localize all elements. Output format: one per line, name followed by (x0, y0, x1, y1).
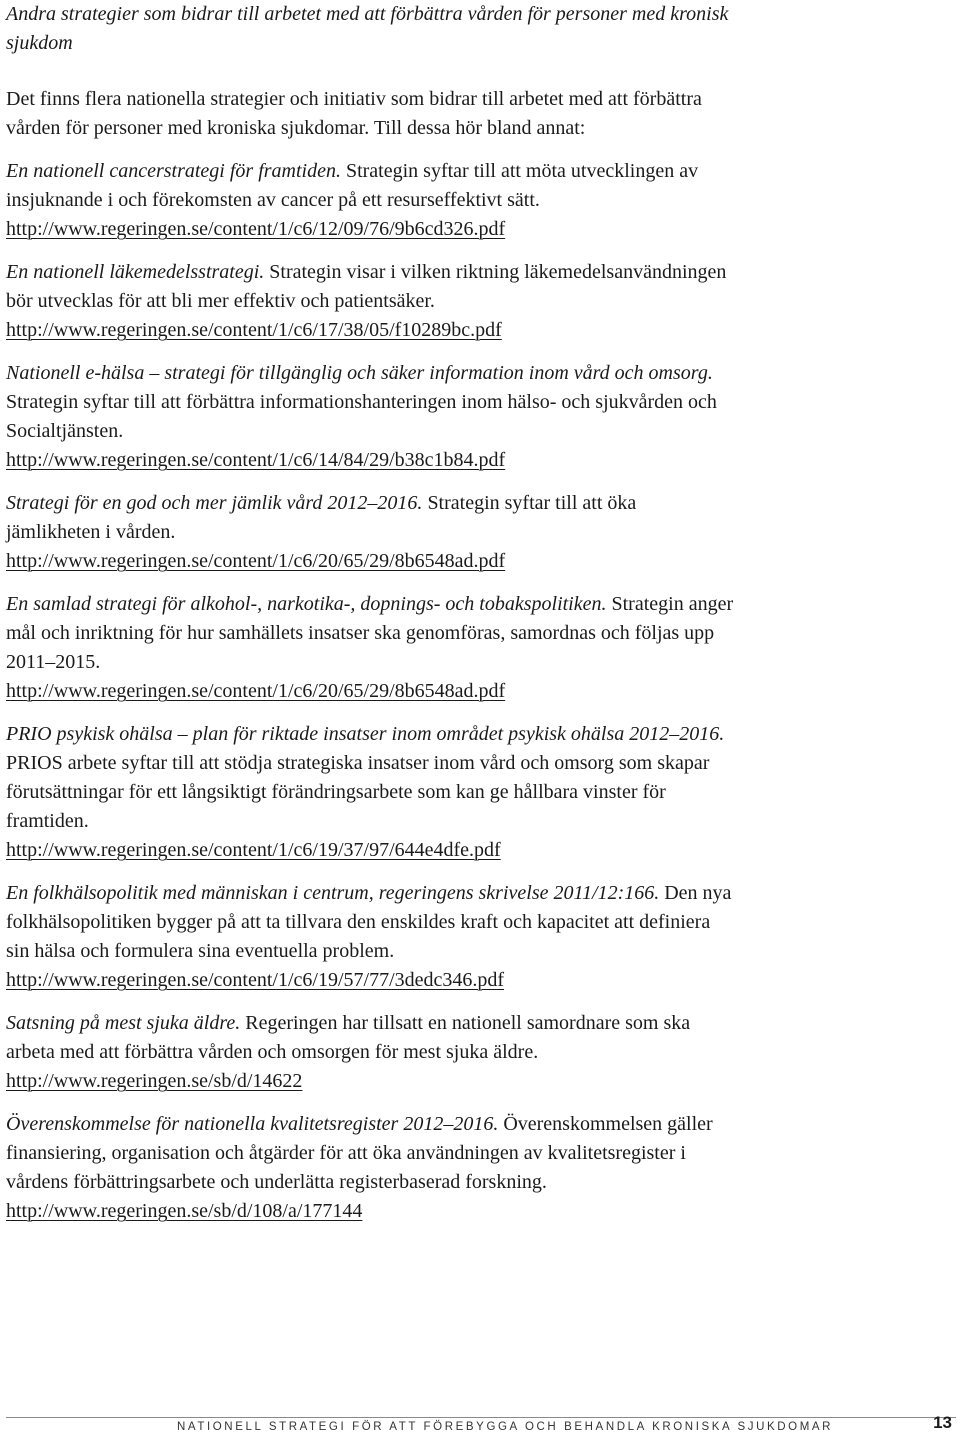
strategy-link[interactable]: http://www.regeringen.se/content/1/c6/12/09/76/9b6cd326.pdf (6, 218, 506, 240)
strategy-entry (6, 157, 734, 244)
strategy-link[interactable]: http://www.regeringen.se/content/1/c6/20/65/29/8b6548ad.pdf (6, 680, 506, 702)
strategy-link[interactable]: http://www.regeringen.se/content/1/c6/14/84/29/b38c1b84.pdf (6, 449, 506, 471)
strategy-title: Överenskommelse för nationella kvalitetsregister 2012–2016. (6, 1113, 499, 1135)
strategy-entry (6, 1009, 734, 1096)
strategy-entry (6, 359, 734, 475)
strategy-description: Strategin syftar till att möta utvecklingen av insjuknande i och förekomsten av cancer på ett resurseffektivt sätt. (6, 160, 699, 211)
strategy-title: Satsning på mest sjuka äldre. (6, 1012, 241, 1034)
strategy-description: Strategin visar i vilken riktning läkemedelsanvändningen bör utvecklas för att bli mer effektiv och patientsäker. (6, 261, 727, 312)
strategy-link[interactable]: http://www.regeringen.se/content/1/c6/19/57/77/3dedc346.pdf (6, 969, 505, 991)
document-body (6, 0, 734, 1226)
strategy-link[interactable]: http://www.regeringen.se/content/1/c6/17/38/05/f10289bc.pdf (6, 319, 502, 341)
strategy-description: Regeringen har tillsatt en nationell samordnare som ska arbeta med att förbättra vården och omsorgen för mest sjuka äldre. (6, 1012, 691, 1063)
strategy-title: PRIO psykisk ohälsa – plan för riktade insatser inom området psykisk ohälsa 2012–2016. (6, 723, 725, 745)
strategy-title: En folkhälsopolitik med människan i centrum, regeringens skrivelse 2011/12:166. (6, 882, 660, 904)
strategy-entry (6, 720, 734, 865)
strategy-title: Strategi för en god och mer jämlik vård 2012–2016. (6, 492, 423, 514)
strategy-link[interactable]: http://www.regeringen.se/content/1/c6/20/65/29/8b6548ad.pdf (6, 550, 506, 572)
strategy-link[interactable]: http://www.regeringen.se/content/1/c6/19/37/97/644e4dfe.pdf (6, 839, 501, 861)
strategy-title: En nationell läkemedelsstrategi. (6, 261, 265, 283)
strategy-description: Överenskommelsen gäller finansiering, organisation och åtgärder för att öka användningen av kvalitetsregister i vårdens förbättringsarbete och underlätta registerbaserad forskning. (6, 1113, 713, 1193)
strategy-title: En samlad strategi för alkohol-, narkotika-, dopnings- och tobakspolitiken. (6, 593, 607, 615)
strategy-link[interactable]: http://www.regeringen.se/sb/d/14622 (6, 1070, 303, 1092)
strategy-link[interactable]: http://www.regeringen.se/sb/d/108/a/177144 (6, 1200, 363, 1222)
strategy-description: Strategin anger mål och inriktning för hur samhällets insatser ska genomföras, samordnas och följas upp 2011–2015. (6, 593, 734, 673)
page-number: 13 (933, 1413, 952, 1432)
strategy-entry (6, 1110, 734, 1226)
strategy-title: En nationell cancerstrategi för framtiden. (6, 160, 341, 182)
strategy-description: Den nya folkhälsopolitiken bygger på att ta tillvara den enskildes kraft och kapacitet att definiera sin hälsa och formulera sina eventuella problem. (6, 882, 732, 962)
strategy-description: PRIOS arbete syftar till att stödja strategiska insatser inom vård och omsorg som skapar förutsättningar för ett långsiktigt förändringsarbete som kan ge hållbara vinster för framtiden. (6, 752, 710, 832)
strategy-entry (6, 879, 734, 995)
running-footer-title: NATIONELL STRATEGI FÖR ATT FÖREBYGGA OCH BEHANDLA KRONISKA SJUKDOMAR (177, 1421, 834, 1433)
strategy-entry (6, 258, 734, 345)
strategy-entry (6, 590, 734, 706)
strategy-title: Nationell e-hälsa – strategi för tillgänglig och säker information inom vård och omsorg. (6, 362, 713, 384)
strategy-description: Strategin syftar till att förbättra informationshanteringen inom hälso- och sjukvården och Socialtjänsten. (6, 391, 717, 442)
footer-divider (6, 1417, 956, 1418)
section-heading: Andra strategier som bidrar till arbetet med att förbättra vården för personer med kronisk sjukdom (6, 3, 729, 54)
strategy-entry (6, 489, 734, 576)
intro-paragraph: Det finns flera nationella strategier och initiativ som bidrar till arbetet med att förbättra vården för personer med kroniska sjukdomar. Till dessa hör bland annat: (6, 88, 702, 139)
strategy-description: Strategin syftar till att öka jämlikheten i vården. (6, 492, 637, 543)
